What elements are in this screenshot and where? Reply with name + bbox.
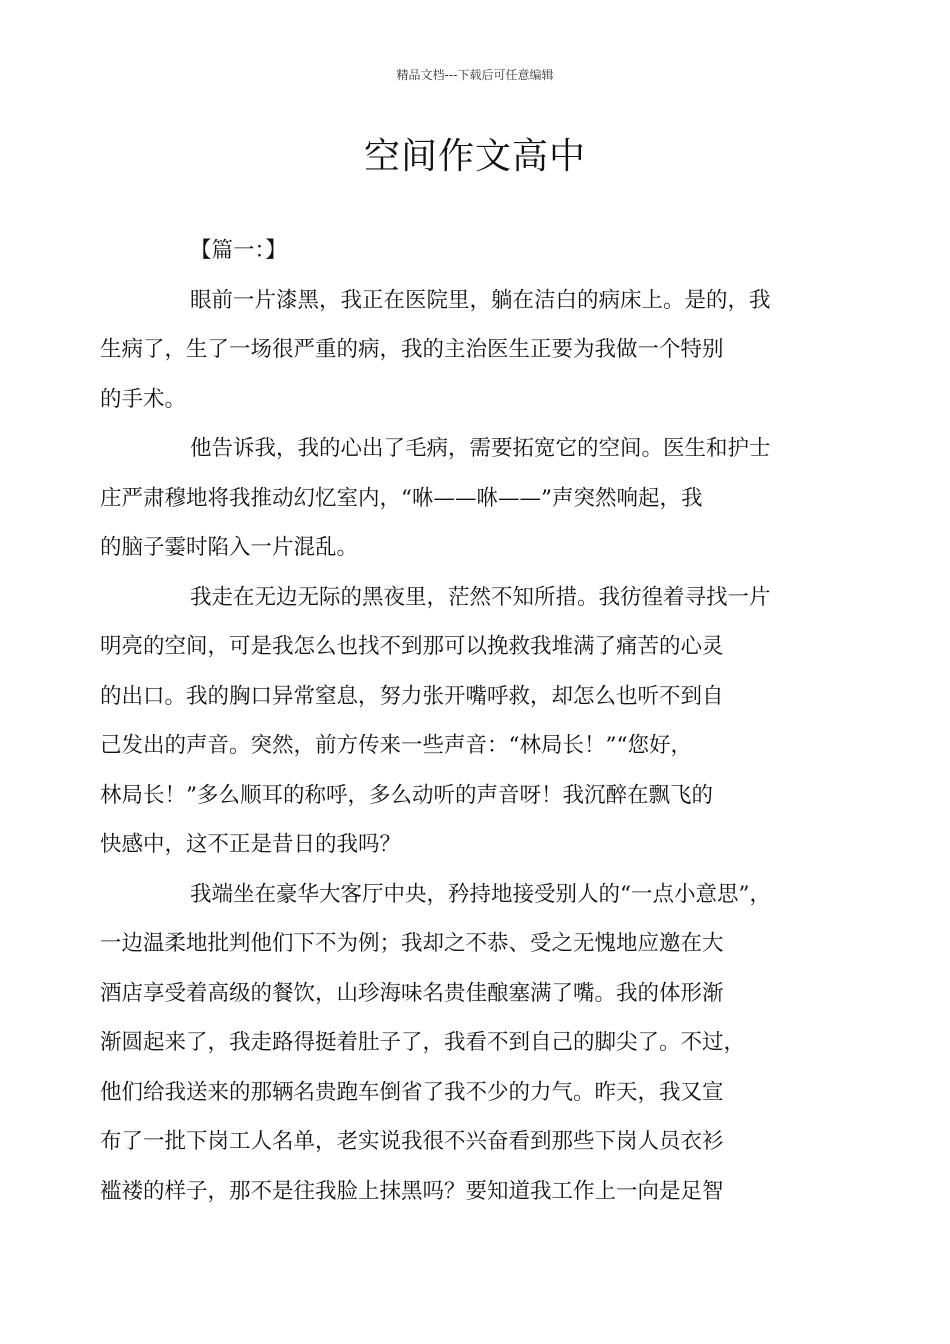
- paragraph-line: 布了一批下岗工人名单，老实说我很不兴奋看到那些下岗人员衣衫: [100, 1129, 724, 1154]
- paragraph-line: 渐圆起来了，我走路得挺着肚子了，我看不到自己的脚尖了。不过，: [100, 1030, 746, 1055]
- paragraph-line: 快感中，这不正是昔日的我吗？: [100, 832, 402, 857]
- paragraph-line: 我端坐在豪华大客厅中央，矜持地接受别人的“一点小意思”，: [190, 881, 771, 907]
- paragraph-line: 我走在无边无际的黑夜里，茫然不知所措。我彷徨着寻找一片: [190, 584, 771, 610]
- paragraph-line: 他们给我送来的那辆名贵跑车倒省了我不少的力气。昨天，我又宣: [100, 1079, 724, 1105]
- section-label: 【篇一：】: [190, 238, 287, 263]
- paragraph-line: 一边温柔地批判他们下不为例；我却之不恭、受之无愧地应邀在大: [100, 931, 724, 956]
- paragraph-line: 眼前一片漆黑，我正在医院里，躺在洁白的病床上。是的，我: [190, 287, 771, 313]
- paragraph-line: 的出口。我的胸口异常窒息，努力张开嘴呼救，却怎么也听不到自: [100, 683, 724, 709]
- paragraph-line: 的手术。: [100, 386, 187, 412]
- document-title: 空间作文高中: [363, 136, 586, 177]
- paragraph: [100, 573, 825, 870]
- paragraph-line: 褴褛的样子，那不是往我脸上抹黑吗？要知道我工作上一向是足智: [100, 1178, 724, 1204]
- document-body: [100, 226, 825, 1216]
- paragraph: [100, 276, 825, 425]
- paragraph-line: 他告诉我，我的心出了毛病，需要拓宽它的空间。医生和护士: [190, 436, 771, 461]
- paragraph-line: 酒店享受着高级的餐饮，山珍海味名贵佳酿塞满了嘴。我的体形渐: [100, 980, 724, 1006]
- paragraph-line: 的脑子霎时陷入一片混乱。: [100, 535, 359, 560]
- paragraph-line: 己发出的声音。突然，前方传来一些声音：“林局长！”“您好，: [100, 733, 692, 758]
- paragraph-list: [100, 276, 825, 1217]
- paragraph-line: 明亮的空间，可是我怎么也找不到那可以挽救我堆满了痛苦的心灵: [100, 634, 724, 659]
- page-header: 精品文档---下载后可任意编辑: [396, 68, 554, 82]
- paragraph-line: 庄严肃穆地将我推动幻忆室内，“咻——咻——”声突然响起，我: [100, 485, 703, 511]
- paragraph: [100, 424, 825, 573]
- paragraph-line: 林局长！”多么顺耳的称呼，多么动听的声音呀！我沉醉在飘飞的: [100, 782, 713, 808]
- paragraph: [100, 870, 825, 1217]
- paragraph-line: 生病了，生了一场很严重的病，我的主治医生正要为我做一个特别: [100, 337, 724, 362]
